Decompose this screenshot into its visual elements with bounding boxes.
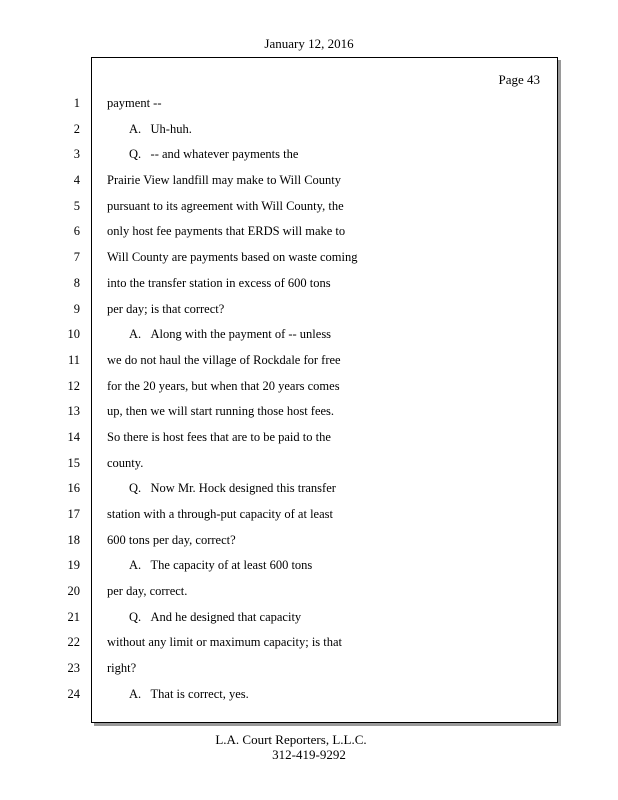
transcript-line <box>0 399 618 425</box>
transcript-line <box>0 476 618 502</box>
line-number: 19 <box>67 558 80 573</box>
line-number: 20 <box>67 584 80 599</box>
transcript-line <box>0 451 618 477</box>
transcript-lines <box>0 91 618 708</box>
line-number: 22 <box>67 635 80 650</box>
line-number: 17 <box>67 507 80 521</box>
line-number: 18 <box>67 532 80 547</box>
transcript-line <box>0 194 618 220</box>
transcript-line <box>0 117 618 143</box>
transcript-line <box>0 528 618 554</box>
line-text: we do not haul the village of Rockdale for free <box>107 352 341 367</box>
line-text: per day; is that correct? <box>107 301 225 316</box>
line-text: without any limit or maximum capacity; is that <box>107 635 343 650</box>
line-text: county. <box>107 455 144 470</box>
line-number: 5 <box>73 198 80 213</box>
line-number: 8 <box>73 275 80 290</box>
line-number: 15 <box>67 455 80 470</box>
footer-phone: 312-419-9292 <box>272 747 346 762</box>
line-number: 10 <box>67 327 80 342</box>
line-number: 24 <box>67 686 80 701</box>
transcript-line <box>0 630 618 656</box>
line-number: 16 <box>67 481 80 496</box>
line-number: 9 <box>73 301 80 316</box>
transcript-line <box>0 605 618 631</box>
transcript-line <box>0 425 618 451</box>
transcript-line <box>0 91 618 117</box>
line-text: only host fee payments that ERDS will make to <box>107 224 346 239</box>
line-text: Q. Now Mr. Hock designed this transfer <box>129 481 336 496</box>
line-text: station with a through-put capacity of at least <box>107 507 333 521</box>
line-text: payment -- <box>107 96 162 110</box>
line-number: 2 <box>73 121 80 136</box>
transcript-line <box>0 579 618 605</box>
line-number: 12 <box>67 378 80 393</box>
footer <box>0 732 618 762</box>
transcript-line <box>0 219 618 245</box>
transcript-line <box>0 374 618 400</box>
line-number: 14 <box>67 429 80 444</box>
line-number: 7 <box>73 250 80 265</box>
line-text: Will County are payments based on waste coming <box>107 250 358 265</box>
line-text: Q. And he designed that capacity <box>129 609 302 624</box>
line-text: into the transfer station in excess of 600 tons <box>107 275 331 290</box>
footer-company: L.A. Court Reporters, L.L.C. <box>215 732 367 747</box>
transcript-line <box>0 348 618 374</box>
transcript-line <box>0 142 618 168</box>
transcript-line <box>0 322 618 348</box>
transcript-line <box>0 271 618 297</box>
line-number: 21 <box>67 609 80 624</box>
line-number: 13 <box>67 404 80 419</box>
line-text: A. Along with the payment of -- unless <box>129 327 332 342</box>
line-text: Q. -- and whatever payments the <box>129 147 299 162</box>
line-text: So there is host fees that are to be paid to the <box>107 429 331 444</box>
transcript-line <box>0 682 618 708</box>
line-number: 11 <box>67 352 80 367</box>
line-text: per day, correct. <box>107 584 188 599</box>
line-number: 4 <box>73 173 80 188</box>
transcript-line <box>0 656 618 682</box>
line-number: 3 <box>73 147 80 162</box>
line-text: A. The capacity of at least 600 tons <box>129 558 313 573</box>
line-text: Prairie View landfill may make to Will County <box>107 173 342 188</box>
line-text: for the 20 years, but when that 20 years comes <box>107 378 340 393</box>
transcript-line <box>0 502 618 528</box>
transcript-line <box>0 297 618 323</box>
line-text: A. Uh-huh. <box>129 121 192 136</box>
line-number: 6 <box>73 224 80 239</box>
line-text: pursuant to its agreement with Will County, the <box>107 198 344 213</box>
line-text: 600 tons per day, correct? <box>107 532 236 547</box>
line-number: 1 <box>73 96 80 110</box>
transcript-line <box>0 553 618 579</box>
line-text: up, then we will start running those host fees. <box>107 404 335 419</box>
transcript-line <box>0 245 618 271</box>
header-date: January 12, 2016 <box>264 36 354 51</box>
transcript-line <box>0 168 618 194</box>
line-number: 23 <box>67 661 80 676</box>
page-number: Page 43 <box>498 72 540 87</box>
line-text: A. That is correct, yes. <box>129 686 249 701</box>
line-text: right? <box>107 661 137 676</box>
